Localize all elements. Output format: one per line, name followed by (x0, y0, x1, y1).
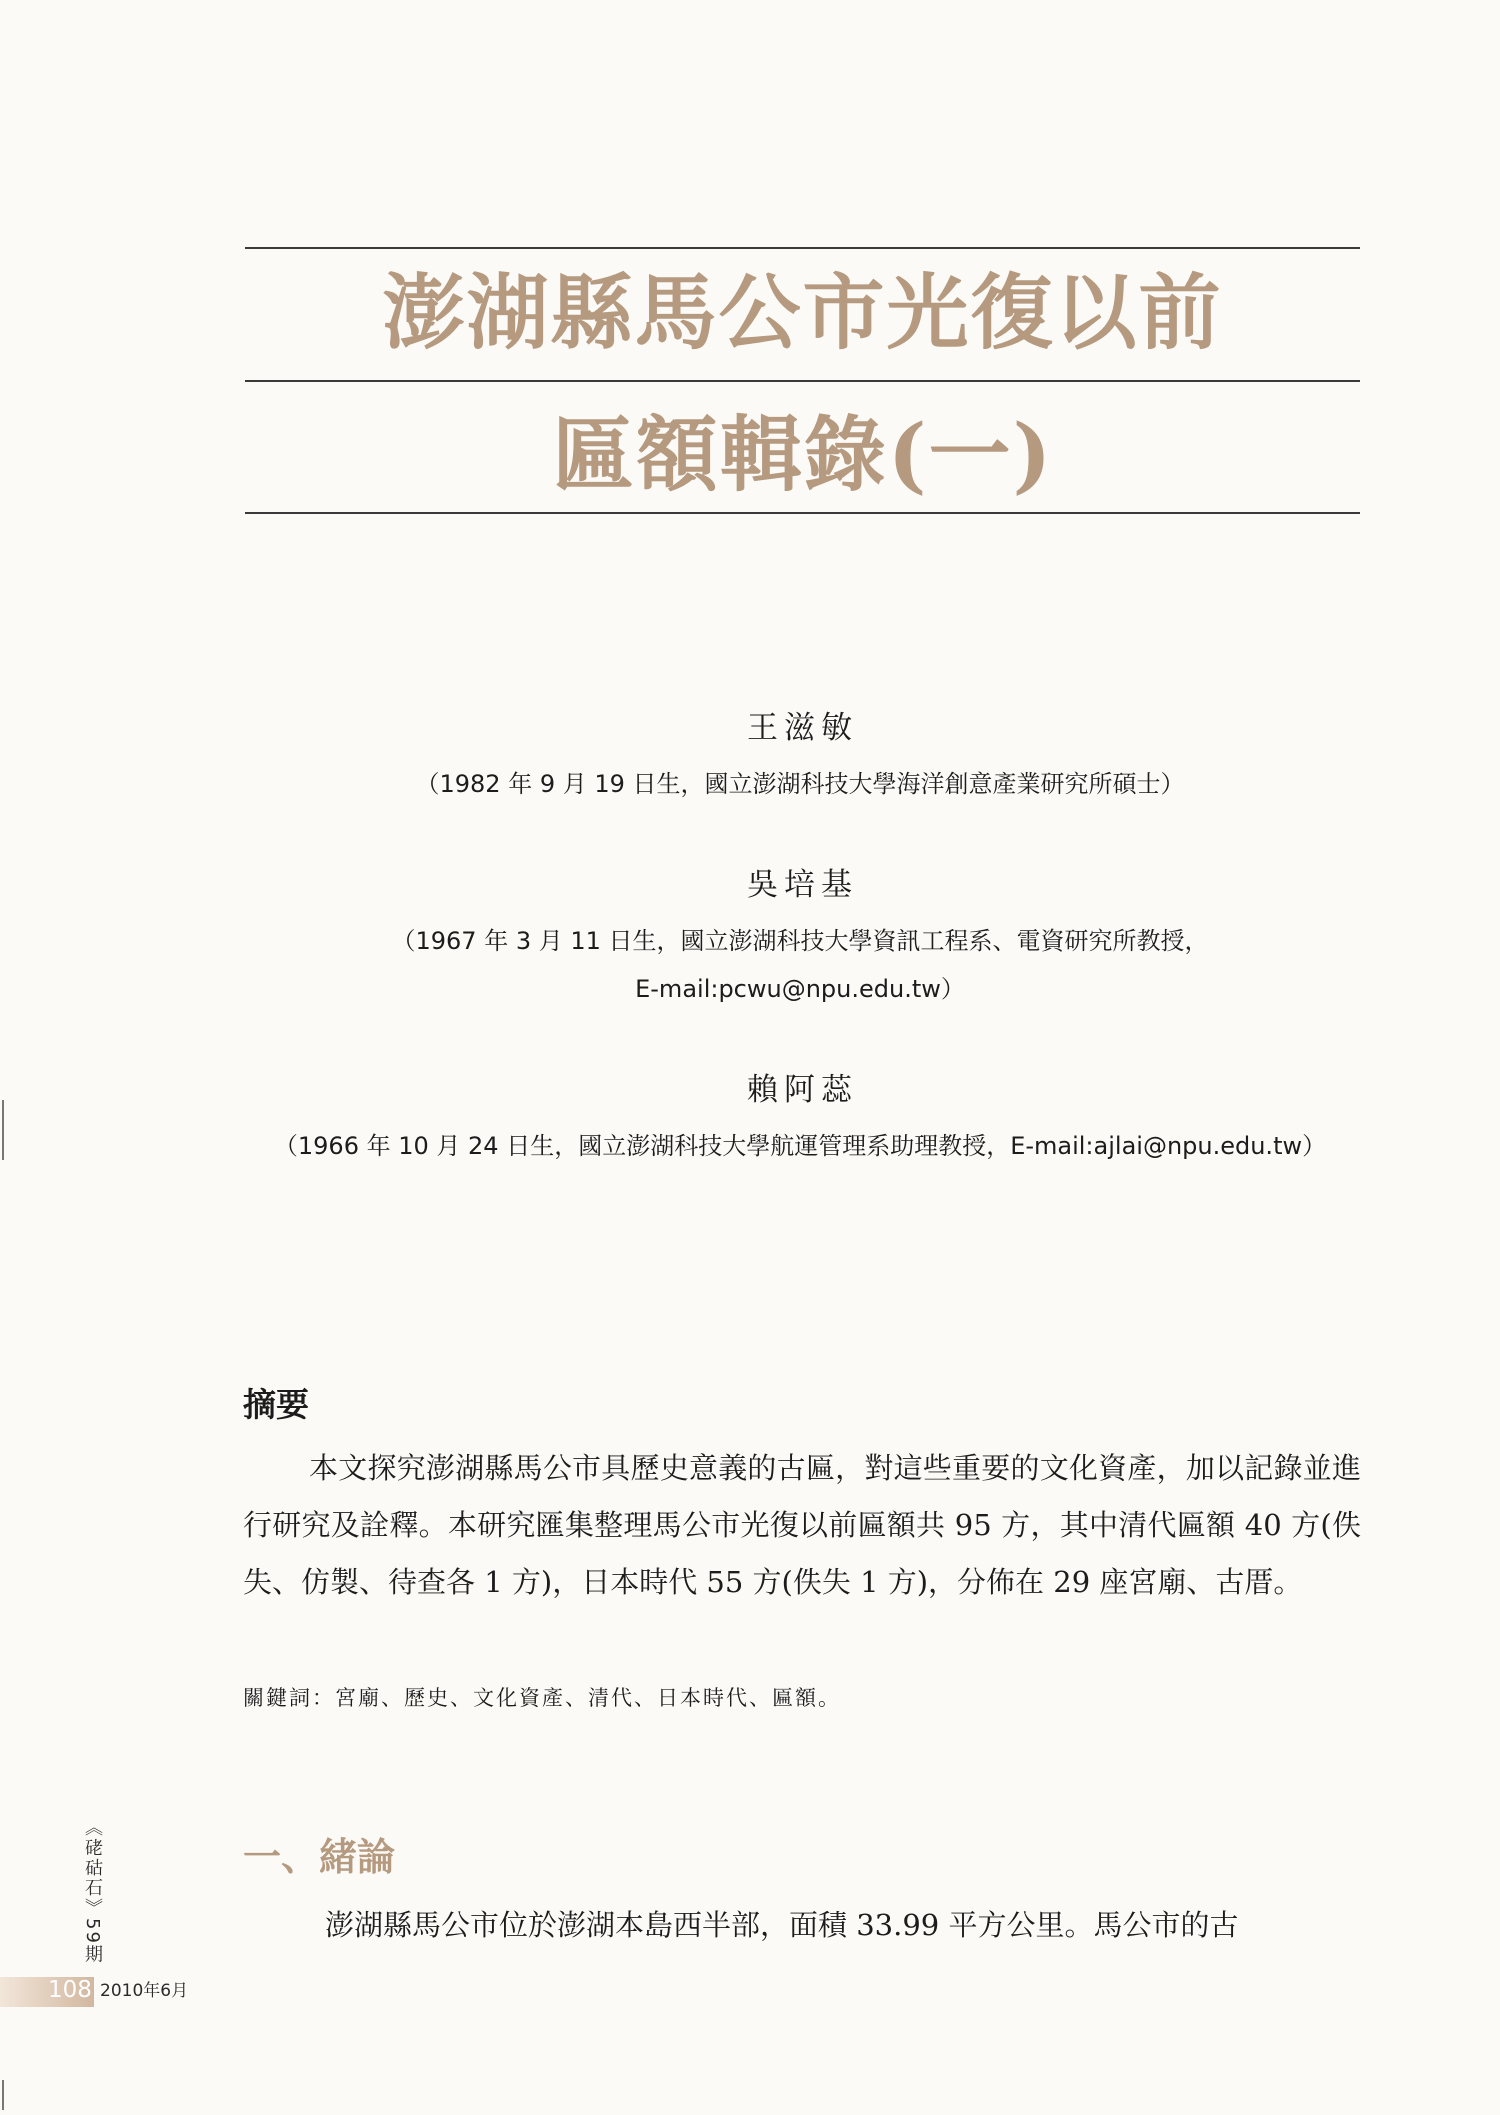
article-title-line-2: 匾額輯錄(一) (551, 407, 1054, 503)
abstract-body: 本文探究澎湖縣馬公市具歷史意義的古匾，對這些重要的文化資產，加以記錄並進行研究及詮釋。本研究匯集整理馬公市光復以前匾額共 95 方，其中清代匾額 40 方(佚失、仿製、待查各 1 方)，日本時代 55 方(佚失 1 方)，分佈在 29 座宮廟、古厝。 (243, 1451, 1361, 1599)
author-info-1: （1982 年 9 月 19 日生，國立澎湖科技大學海洋創意產業研究所碩士） (415, 770, 1185, 798)
left-margin-mark-bottom (2, 2080, 4, 2110)
author-name-1: 王滋敏 (747, 710, 858, 746)
keywords: 關鍵詞：宮廟、歷史、文化資產、清代、日本時代、匾額。 (243, 1686, 841, 1710)
page-number: 108 (48, 1977, 92, 2003)
title-rule-middle (245, 380, 1360, 382)
author-name-2: 吳培基 (747, 867, 858, 903)
author-name-3: 賴阿蕊 (747, 1072, 858, 1108)
abstract-heading: 摘要 (243, 1385, 309, 1424)
article-title-line-1: 澎湖縣馬公市光復以前 (382, 265, 1223, 361)
author-info-2: （1967 年 3 月 11 日生，國立澎湖科技大學資訊工程系、電資研究所教授， (391, 927, 1209, 955)
section-body-introduction: 澎湖縣馬公市位於澎湖本島西半部，面積 33.99 平方公里。馬公市的古 (325, 1908, 1239, 1942)
section-heading-introduction: 一、緒論 (243, 1835, 396, 1879)
title-rule-top (245, 247, 1360, 249)
issue-date: 2010年6月 (100, 1981, 189, 2001)
title-rule-bottom (245, 512, 1360, 514)
author-email-2: E-mail:pcwu@npu.edu.tw） (635, 975, 965, 1003)
journal-issue-label: 《硓𥑮石》59期 (82, 1818, 103, 1965)
left-margin-mark (2, 1100, 4, 1160)
author-info-3: （1966 年 10 月 24 日生，國立澎湖科技大學航運管理系助理教授，E-mail:ajlai@npu.edu.tw） (273, 1132, 1327, 1160)
